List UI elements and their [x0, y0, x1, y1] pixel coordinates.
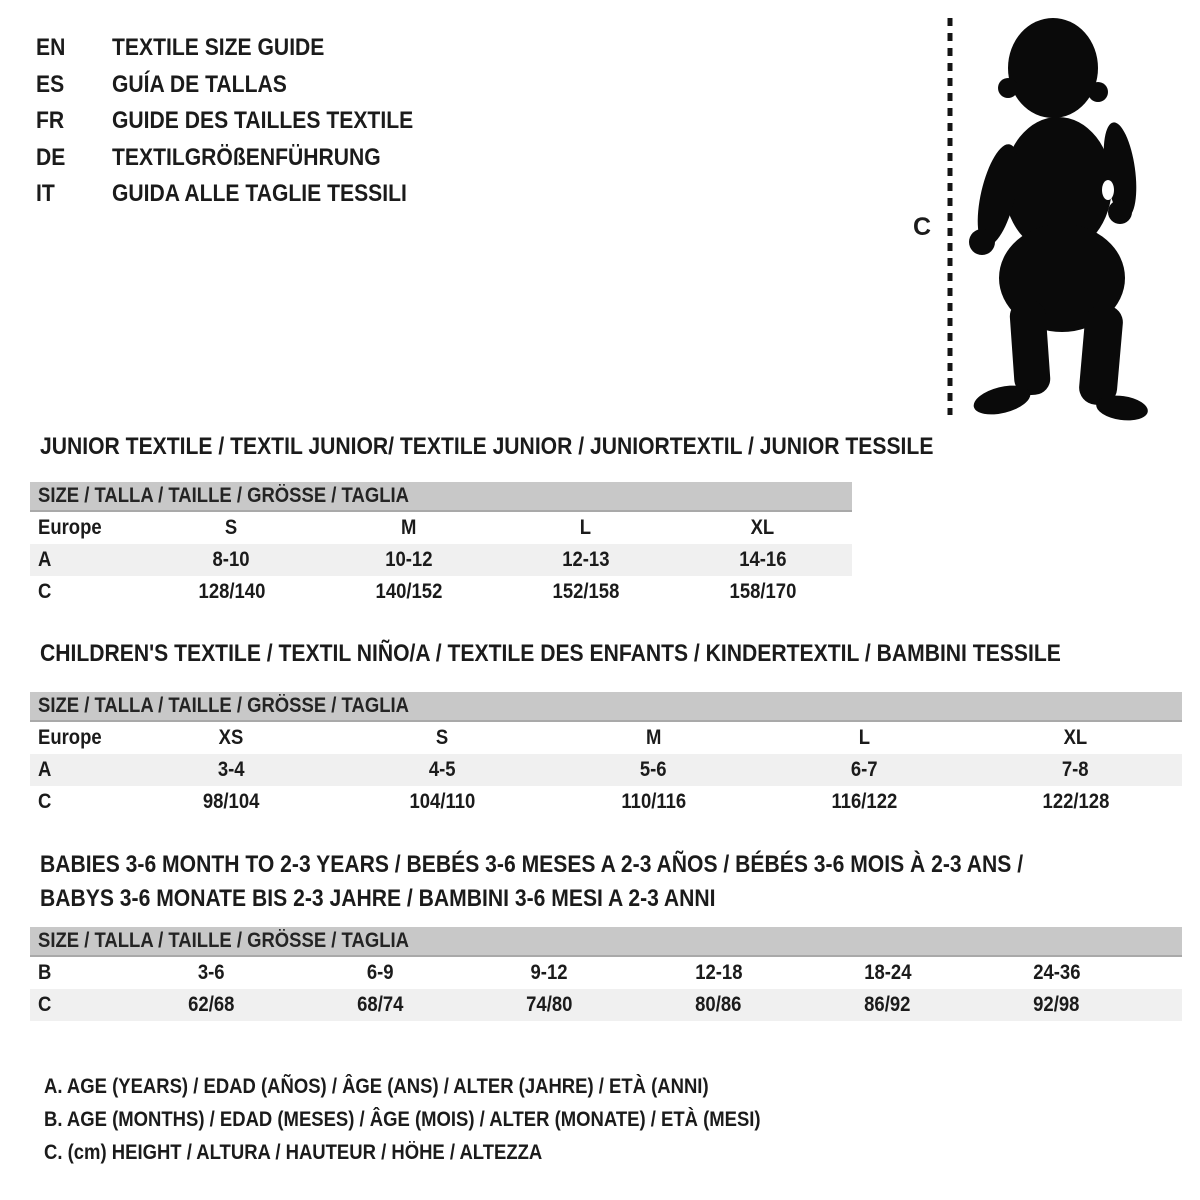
size-cell: XS: [219, 726, 244, 749]
lang-row-de: [36, 140, 454, 177]
size-cell: 80/86: [695, 993, 742, 1016]
title-fr: GUIDE DES TAILLES TEXTILE: [112, 107, 414, 135]
junior-row-age: [30, 544, 852, 576]
size-cell: 5-6: [640, 758, 667, 781]
size-cell: 68/74: [357, 993, 404, 1016]
children-section-title: CHILDREN'S TEXTILE / TEXTIL NIÑO/A / TEXTILE DES ENFANTS / KINDERTEXTIL / BAMBINI TESSILE: [40, 640, 1061, 667]
size-cell: XL: [1063, 726, 1088, 749]
language-header: [36, 30, 454, 213]
junior-section-title: JUNIOR TEXTILE / TEXTIL JUNIOR/ TEXTILE JUNIOR / JUNIORTEXTIL / JUNIOR TESSILE: [40, 433, 934, 460]
size-cell: XL: [750, 516, 775, 539]
size-cell: 3-6: [198, 961, 225, 984]
size-cell: L: [579, 516, 592, 539]
row-label: C: [38, 790, 52, 813]
legend-line-c: C. (cm) HEIGHT / ALTURA / HAUTEUR / HÖHE / ALTEZZA: [44, 1140, 543, 1164]
size-cell: 116/122: [831, 790, 898, 813]
babies-section-title-line1: BABIES 3-6 MONTH TO 2-3 YEARS / BEBÉS 3-6 MESES A 2-3 AÑOS / BÉBÉS 3-6 MOIS À 2-3 ANS /: [40, 851, 1024, 878]
title-en: TEXTILE SIZE GUIDE: [112, 34, 325, 62]
lang-row-en: [36, 30, 454, 67]
size-cell: 128/140: [198, 580, 265, 603]
babies-row-height: [30, 989, 1182, 1021]
size-cell: 6-7: [851, 758, 878, 781]
size-cell: 24-36: [1032, 961, 1081, 984]
row-label: C: [38, 580, 52, 603]
row-label: Europe: [38, 516, 102, 539]
junior-size-table: [30, 482, 852, 608]
size-cell: 110/116: [621, 790, 686, 813]
size-cell: 122/128: [1042, 790, 1109, 813]
size-cell: 74/80: [526, 993, 573, 1016]
children-row-age: [30, 754, 1182, 786]
junior-table-header-bar: SIZE / TALLA / TAILLE / GRÖSSE / TAGLIA: [30, 482, 852, 512]
size-cell: 14-16: [738, 548, 787, 571]
babies-size-table: [30, 927, 1182, 1021]
size-cell: 7-8: [1062, 758, 1089, 781]
size-cell: 18-24: [863, 961, 912, 984]
lang-code-de: DE: [36, 143, 66, 171]
children-table-header-bar: SIZE / TALLA / TAILLE / GRÖSSE / TAGLIA: [30, 692, 1182, 722]
size-cell: 8-10: [213, 548, 250, 571]
size-cell: 10-12: [384, 548, 433, 571]
row-label: Europe: [38, 726, 102, 749]
babies-table-header-bar: SIZE / TALLA / TAILLE / GRÖSSE / TAGLIA: [30, 927, 1182, 957]
babies-row-months: [30, 957, 1182, 989]
size-cell: 6-9: [367, 961, 394, 984]
babies-section-title-line2: BABYS 3-6 MONATE BIS 2-3 JAHRE / BAMBINI 3-6 MESI A 2-3 ANNI: [40, 885, 716, 912]
row-label: A: [38, 548, 52, 571]
lang-code-fr: FR: [36, 107, 65, 135]
lang-code-es: ES: [36, 70, 65, 98]
lang-code-en: EN: [36, 34, 66, 62]
lang-row-it: [36, 176, 454, 213]
row-label: A: [38, 758, 52, 781]
size-cell: 12-18: [694, 961, 743, 984]
size-cell: 12-13: [561, 548, 610, 571]
lang-row-fr: [36, 103, 454, 140]
size-cell: 158/170: [729, 580, 796, 603]
size-cell: S: [225, 516, 238, 539]
lang-row-es: [36, 67, 454, 104]
size-cell: L: [858, 726, 871, 749]
size-cell: S: [436, 726, 449, 749]
title-es: GUÍA DE TALLAS: [112, 70, 287, 98]
size-cell: 140/152: [375, 580, 442, 603]
children-row-europe: [30, 722, 1182, 754]
measurement-legend: [44, 1070, 858, 1169]
size-cell: 86/92: [864, 993, 911, 1016]
children-size-table: [30, 692, 1182, 818]
size-cell: 9-12: [531, 961, 568, 984]
junior-row-height: [30, 576, 852, 608]
legend-line-b: B. AGE (MONTHS) / EDAD (MESES) / ÂGE (MOIS) / ALTER (MONATE) / ETÀ (MESI): [44, 1107, 761, 1131]
row-label: C: [38, 993, 52, 1016]
legend-line-a: A. AGE (YEARS) / EDAD (AÑOS) / ÂGE (ANS) / ALTER (JAHRE) / ETÀ (ANNI): [44, 1074, 709, 1098]
row-label: B: [38, 961, 52, 984]
toddler-silhouette: [969, 18, 1149, 424]
children-row-height: [30, 786, 1182, 818]
lang-code-it: IT: [36, 180, 55, 208]
size-cell: M: [645, 726, 662, 749]
hand-hip-gap: [1102, 180, 1114, 200]
title-it: GUIDA ALLE TAGLIE TESSILI: [112, 180, 407, 208]
size-cell: M: [400, 516, 417, 539]
size-cell: 92/98: [1033, 993, 1080, 1016]
size-cell: 98/104: [203, 790, 260, 813]
toddler-figure: [900, 8, 1160, 430]
size-cell: 4-5: [429, 758, 456, 781]
height-measure-label: C: [913, 213, 932, 241]
size-cell: 3-4: [218, 758, 245, 781]
size-cell: 62/68: [188, 993, 235, 1016]
size-cell: 152/158: [552, 580, 619, 603]
junior-row-europe: [30, 512, 852, 544]
title-de: TEXTILGRÖßENFÜHRUNG: [112, 143, 381, 171]
size-cell: 104/110: [409, 790, 476, 813]
